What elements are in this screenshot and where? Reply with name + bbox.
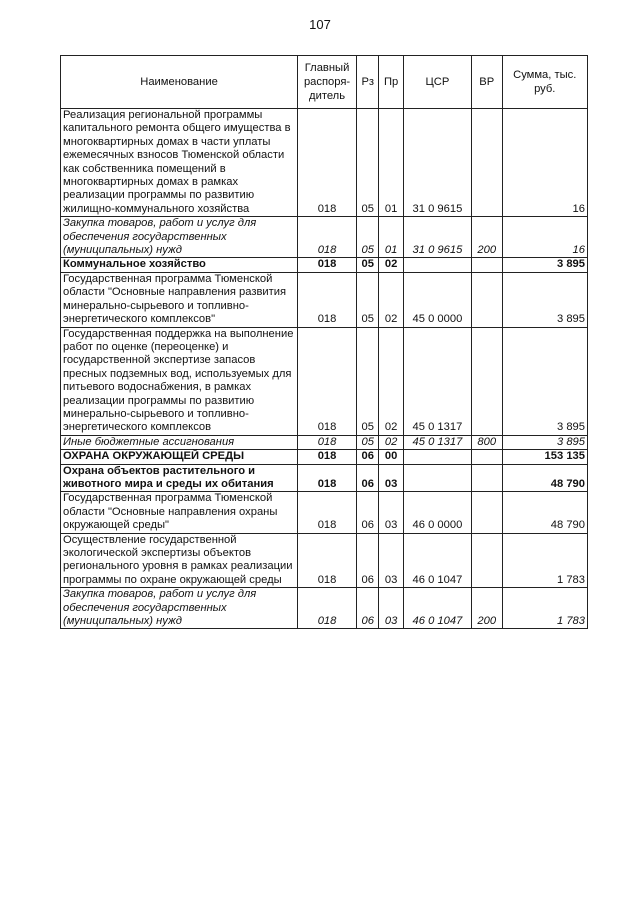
- cell-rz: 06: [357, 588, 379, 629]
- cell-admin: 018: [298, 492, 357, 533]
- table-row: [61, 109, 588, 217]
- cell-pr: 02: [379, 327, 403, 435]
- cell-admin: 018: [298, 435, 357, 449]
- cell-admin: 018: [298, 450, 357, 464]
- cell-sum: 3 895: [502, 272, 588, 327]
- cell-csr: 45 0 1317: [403, 435, 471, 449]
- table-body: [61, 109, 588, 629]
- cell-rz: 05: [357, 258, 379, 272]
- budget-table: [60, 55, 588, 629]
- table-row: [61, 327, 588, 435]
- cell-admin: 018: [298, 258, 357, 272]
- cell-rz: 06: [357, 464, 379, 492]
- cell-pr: 03: [379, 588, 403, 629]
- cell-rz: 06: [357, 533, 379, 588]
- table-row: [61, 588, 588, 629]
- header-name: Наименование: [61, 56, 298, 109]
- cell-vr: [471, 327, 502, 435]
- cell-sum: 48 790: [502, 464, 588, 492]
- cell-name: ОХРАНА ОКРУЖАЮЩЕЙ СРЕДЫ: [61, 450, 298, 464]
- cell-pr: 00: [379, 450, 403, 464]
- cell-vr: [471, 464, 502, 492]
- cell-pr: 02: [379, 435, 403, 449]
- table-row: [61, 492, 588, 533]
- table-row: [61, 450, 588, 464]
- cell-sum: 153 135: [502, 450, 588, 464]
- header-sum: Сумма, тыс. руб.: [502, 56, 588, 109]
- cell-name: Государственная программа Тюменской области "Основные направления охраны окружающей среды": [61, 492, 298, 533]
- cell-vr: [471, 272, 502, 327]
- cell-vr: [471, 258, 502, 272]
- cell-name: Государственная программа Тюменской области "Основные направления развития минерально-сырьевого и топливно-энергетического комплексов": [61, 272, 298, 327]
- cell-admin: 018: [298, 272, 357, 327]
- cell-admin: 018: [298, 533, 357, 588]
- cell-admin: 018: [298, 464, 357, 492]
- cell-pr: 03: [379, 464, 403, 492]
- cell-name: Охрана объектов растительного и животного мира и среды их обитания: [61, 464, 298, 492]
- cell-name: Закупка товаров, работ и услуг для обеспечения государственных (муниципальных) нужд: [61, 588, 298, 629]
- cell-admin: 018: [298, 217, 357, 258]
- cell-sum: 48 790: [502, 492, 588, 533]
- table-row: [61, 435, 588, 449]
- cell-csr: 45 0 1317: [403, 327, 471, 435]
- cell-csr: 31 0 9615: [403, 109, 471, 217]
- table-row: [61, 464, 588, 492]
- cell-name: Реализация региональной программы капитального ремонта общего имущества в многоквартирных домах в части уплаты ежемесячных взносов Тюменской области как собственника помещений в многоквартирных домах в рамках реализации программы по развитию жилищно-коммунального хозяйства: [61, 109, 298, 217]
- header-rz: Рз: [357, 56, 379, 109]
- cell-sum: 16: [502, 109, 588, 217]
- cell-csr: 46 0 0000: [403, 492, 471, 533]
- page-number: 107: [309, 17, 331, 32]
- header-admin: Главный распоря-дитель: [298, 56, 357, 109]
- cell-pr: 03: [379, 492, 403, 533]
- cell-csr: 46 0 1047: [403, 588, 471, 629]
- cell-vr: [471, 450, 502, 464]
- header-csr: ЦСР: [403, 56, 471, 109]
- cell-pr: 01: [379, 217, 403, 258]
- cell-sum: 16: [502, 217, 588, 258]
- header-pr: Пр: [379, 56, 403, 109]
- cell-vr: [471, 492, 502, 533]
- header-row: [61, 56, 588, 109]
- cell-name: Осуществление государственной экологической экспертизы объектов регионального уровня в рамках реализации программы по охране окружающей среды: [61, 533, 298, 588]
- cell-pr: 02: [379, 272, 403, 327]
- cell-vr: 800: [471, 435, 502, 449]
- cell-sum: 1 783: [502, 588, 588, 629]
- cell-csr: [403, 450, 471, 464]
- table-row: [61, 272, 588, 327]
- cell-rz: 05: [357, 272, 379, 327]
- table-row: [61, 258, 588, 272]
- cell-rz: 06: [357, 450, 379, 464]
- cell-vr: 200: [471, 217, 502, 258]
- cell-rz: 05: [357, 435, 379, 449]
- cell-admin: 018: [298, 327, 357, 435]
- cell-pr: 03: [379, 533, 403, 588]
- cell-name: Закупка товаров, работ и услуг для обеспечения государственных (муниципальных) нужд: [61, 217, 298, 258]
- cell-rz: 05: [357, 327, 379, 435]
- cell-pr: 02: [379, 258, 403, 272]
- cell-sum: 3 895: [502, 258, 588, 272]
- cell-csr: 45 0 0000: [403, 272, 471, 327]
- table-row: [61, 217, 588, 258]
- cell-admin: 018: [298, 109, 357, 217]
- cell-rz: 06: [357, 492, 379, 533]
- cell-csr: 31 0 9615: [403, 217, 471, 258]
- cell-name: Государственная поддержка на выполнение работ по оценке (переоценке) и государственной экспертизе запасов пресных подземных вод, используемых для питьевого водоснабжения, в рамках реализации программы по развитию минерально-сырьевого и топливно-энергетического комплексов: [61, 327, 298, 435]
- cell-csr: [403, 464, 471, 492]
- cell-name: Коммунальное хозяйство: [61, 258, 298, 272]
- cell-rz: 05: [357, 217, 379, 258]
- cell-vr: 200: [471, 588, 502, 629]
- cell-vr: [471, 109, 502, 217]
- cell-pr: 01: [379, 109, 403, 217]
- table-row: [61, 533, 588, 588]
- cell-rz: 05: [357, 109, 379, 217]
- cell-name: Иные бюджетные ассигнования: [61, 435, 298, 449]
- header-vr: ВР: [471, 56, 502, 109]
- cell-sum: 1 783: [502, 533, 588, 588]
- cell-vr: [471, 533, 502, 588]
- cell-admin: 018: [298, 588, 357, 629]
- cell-sum: 3 895: [502, 327, 588, 435]
- cell-csr: 46 0 1047: [403, 533, 471, 588]
- cell-csr: [403, 258, 471, 272]
- cell-sum: 3 895: [502, 435, 588, 449]
